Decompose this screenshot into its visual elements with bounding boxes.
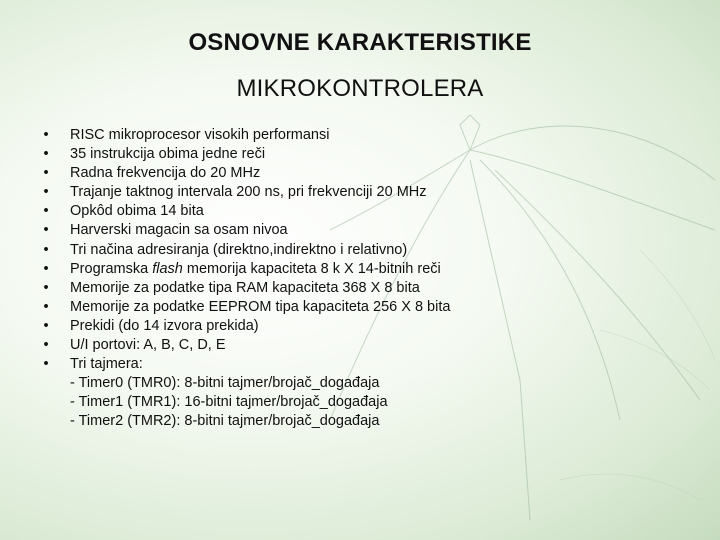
- list-item: [40, 260, 450, 279]
- page-title-line-2: [0, 75, 720, 103]
- list-item: [40, 221, 450, 240]
- list-item-text-post: memorija kapaciteta 8 k X 14-bitnih reči: [182, 260, 441, 277]
- bullet: •: [43, 337, 49, 354]
- timer-item: - Timer2 (TMR2): 8-bitni tajmer/brojač_događaja: [70, 413, 380, 430]
- list-item: [40, 183, 450, 202]
- timer-item: - Timer1 (TMR1): 16-bitni tajmer/brojač_događaja: [70, 394, 388, 411]
- bullet: •: [43, 317, 49, 334]
- features-list: [40, 126, 450, 374]
- list-item-text: Harverski magacin sa osam nivoa: [70, 222, 288, 239]
- bullet: •: [43, 127, 49, 143]
- list-item-text: 35 instrukcija obima jedne reči: [70, 146, 266, 163]
- list-item-text: Prekidi (do 14 izvora prekida): [70, 317, 259, 334]
- list-item: [40, 241, 450, 260]
- list-item: [40, 317, 450, 336]
- list-item: [40, 298, 450, 317]
- list-item: [40, 126, 450, 145]
- list-item: [40, 279, 450, 298]
- bullet: •: [43, 165, 49, 182]
- bullet: •: [43, 222, 49, 239]
- bullet: •: [43, 279, 49, 296]
- list-item-text-pre: Programska: [70, 260, 153, 277]
- timer-item: - Timer0 (TMR0): 8-bitni tajmer/brojač_događaja: [70, 375, 380, 391]
- list-item: [40, 355, 450, 374]
- bullet: •: [43, 241, 49, 258]
- list-item-text: Memorije za podatke tipa RAM kapaciteta 368 X 8 bita: [70, 279, 420, 296]
- bullet: •: [43, 356, 49, 373]
- list-item: [40, 164, 450, 183]
- list-item-text: Opkôd obima 14 bita: [70, 203, 204, 220]
- list-item-text: Tri tajmera:: [70, 356, 143, 373]
- page-title-line-1: OSNOVNE KARAKTERISTIKE: [188, 29, 532, 56]
- bullet: •: [43, 298, 49, 315]
- list-item: [40, 202, 450, 221]
- list-item-text: U/I portovi: A, B, C, D, E: [70, 337, 226, 354]
- list-item: [40, 336, 450, 355]
- bullet: •: [43, 203, 49, 220]
- list-item: [40, 145, 450, 164]
- list-item-text: Memorije za podatke EEPROM tipa kapaciteta 256 X 8 bita: [70, 298, 451, 315]
- list-item-text: RISC mikroprocesor visokih performansi: [70, 127, 330, 143]
- bullet: •: [43, 184, 49, 201]
- timers-sublist: [70, 374, 388, 431]
- bullet: •: [43, 260, 49, 277]
- list-item-text: Radna frekvencija do 20 MHz: [70, 165, 261, 182]
- bullet: •: [43, 146, 49, 163]
- list-item-text-emphasis: flash: [152, 260, 183, 277]
- page-title-line-2-text: MIKROKONTROLERA: [236, 75, 484, 102]
- list-item-text: Tri načina adresiranja (direktno,indirektno i relativno): [70, 241, 408, 258]
- list-item-text: Trajanje taktnog intervala 200 ns, pri frekvenciji 20 MHz: [70, 184, 427, 201]
